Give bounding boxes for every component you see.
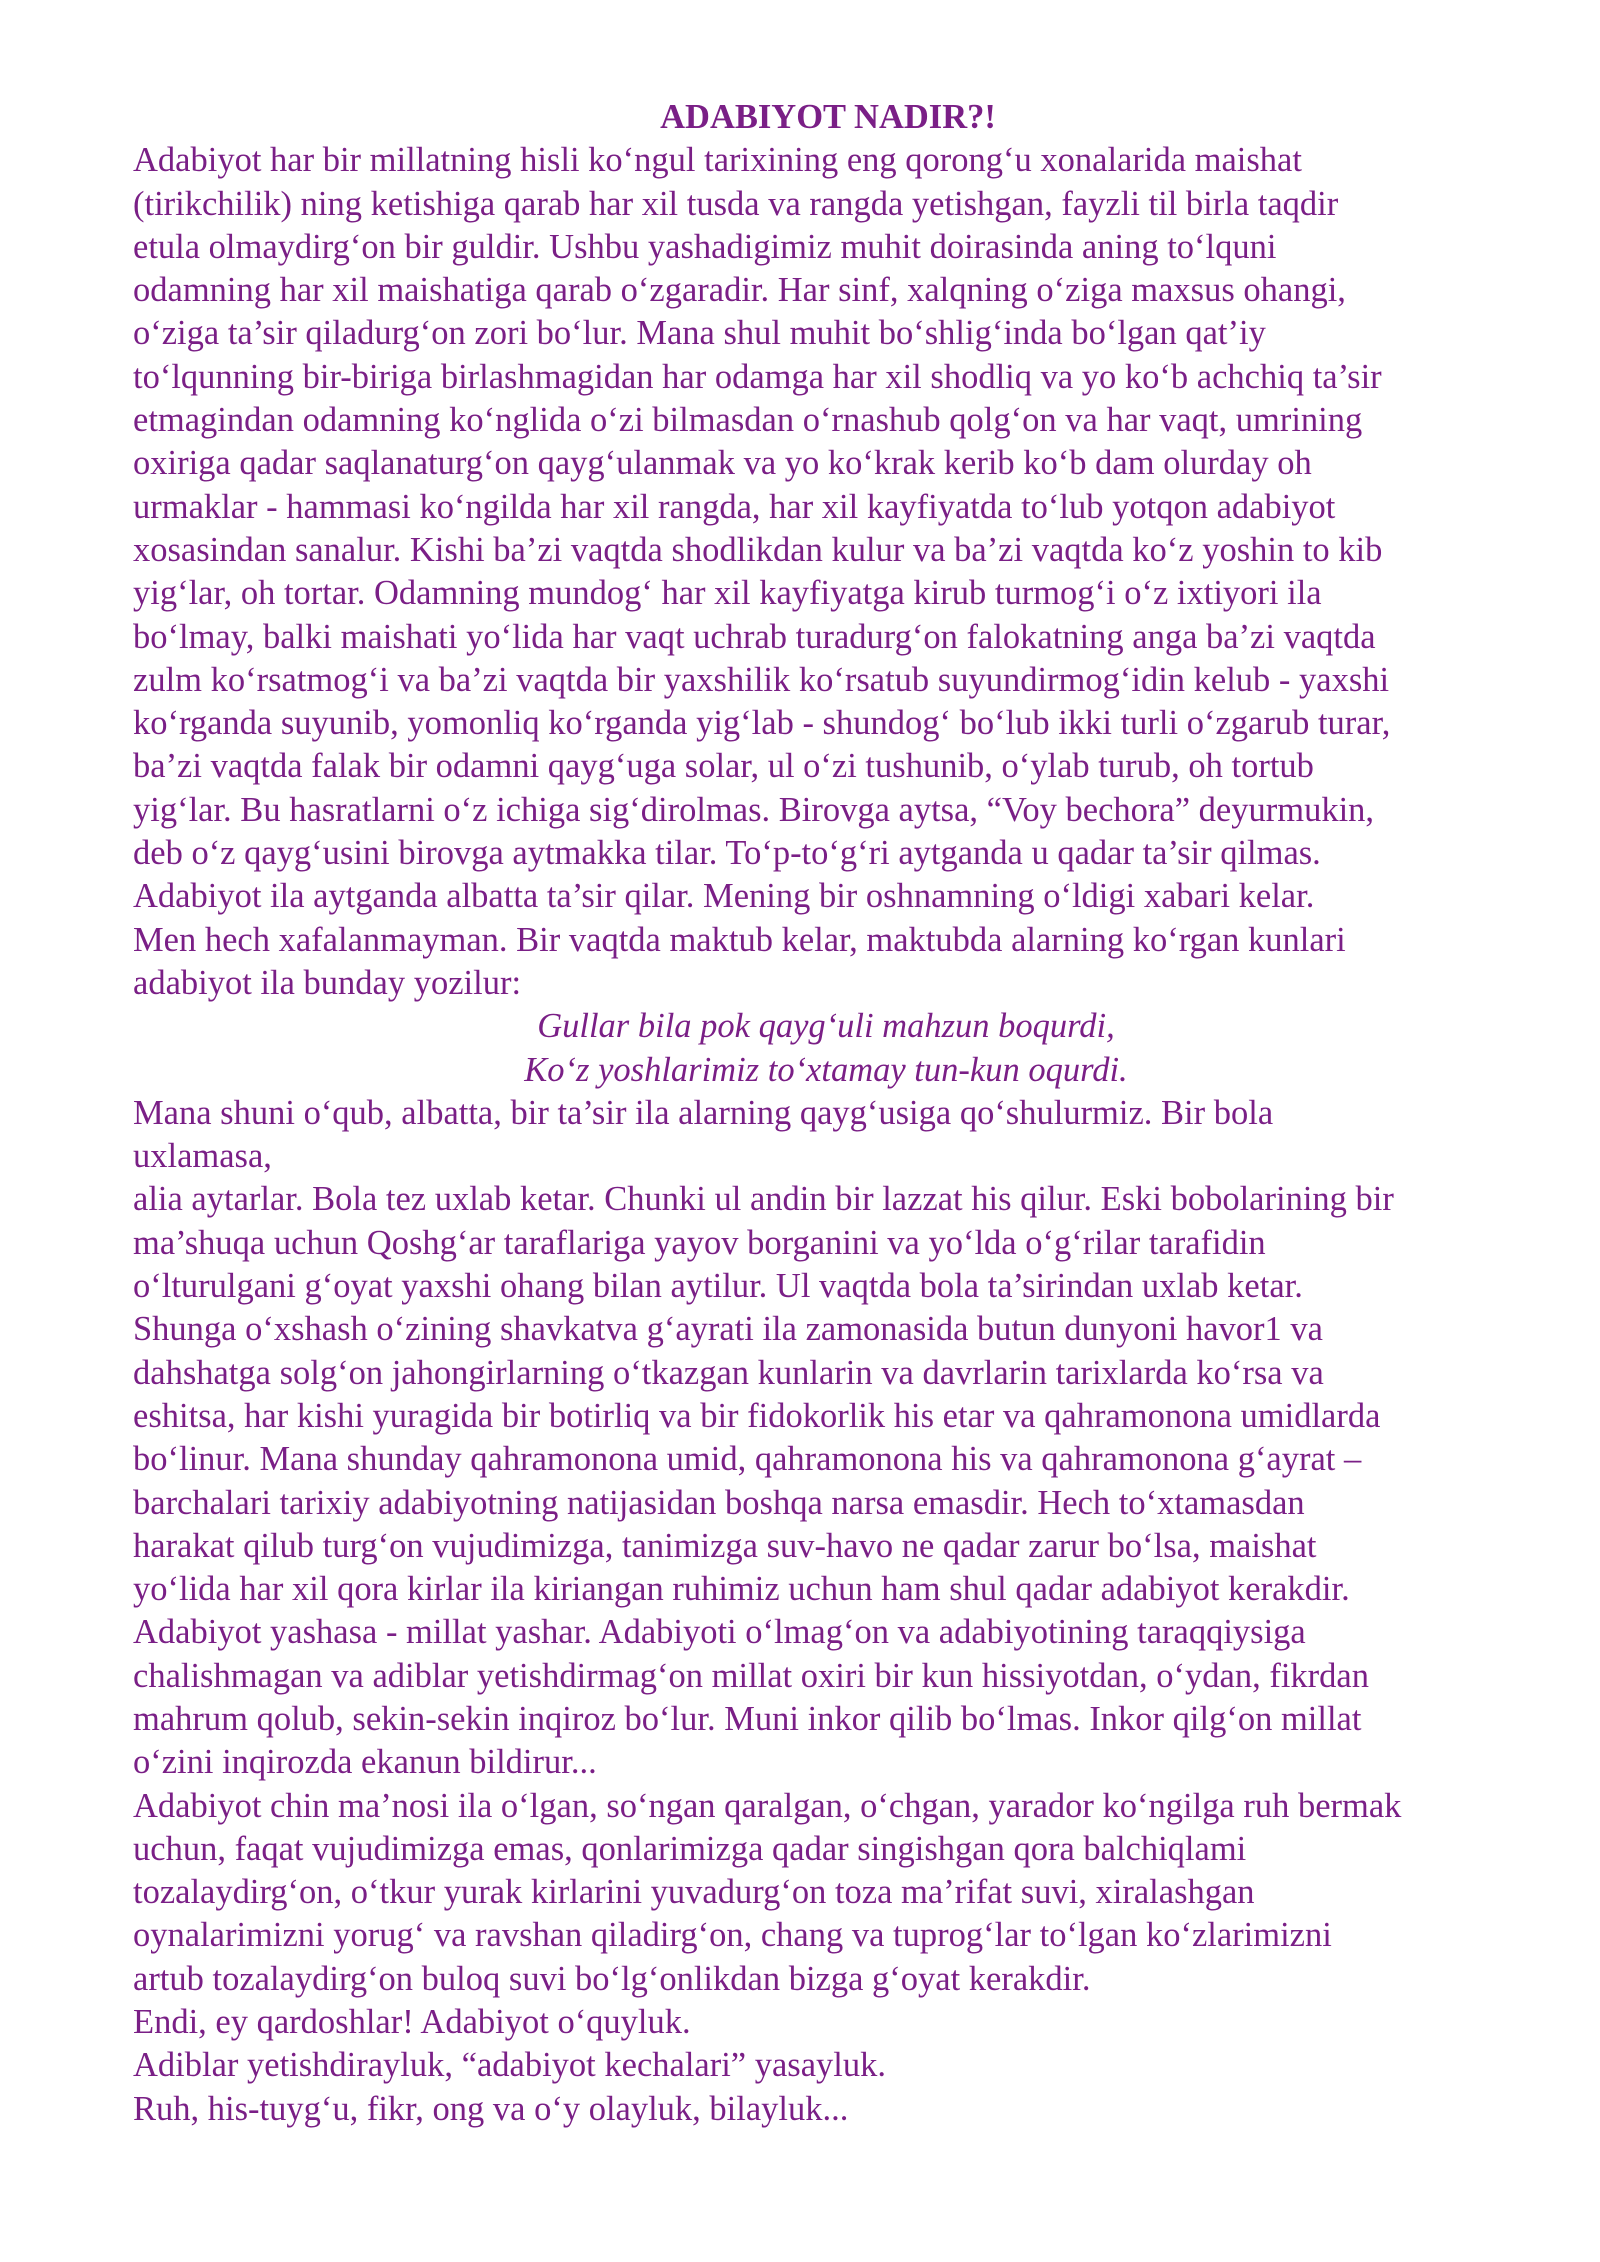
text-line: Adiblar yetishdirayluk, “adabiyot kechalari” yasayluk. [133, 2046, 886, 2085]
text-line: Adabiyot yashasa - millat yashar. Adabiyoti o‘lmag‘on va adabiyotining taraqqiysiga [133, 1613, 1306, 1652]
text-line: xosasindan sanalur. Kishi ba’zi vaqtda shodlikdan kulur va ba’zi vaqtda ko‘z yoshin to kib [133, 530, 1383, 569]
text-line: oxiriga qadar saqlanaturg‘on qayg‘ulanmak va yo ko‘krak kerib ko‘b dam olurday oh [133, 444, 1312, 483]
text-line: o‘lturulgani g‘oyat yaxshi ohang bilan aytilur. Ul vaqtda bola ta’sirindan uxlab ketar. [133, 1267, 1303, 1306]
text-line: Adabiyot har bir millatning hisli ko‘ngul tarixining eng qorong‘u xonalarida maishat [133, 141, 1302, 180]
text-line: Shunga o‘xshash o‘zining shavkatva g‘ayrati ila zamonasida butun dunyoni havor1 va [133, 1310, 1323, 1349]
document-page [133, 96, 1523, 2131]
text-line: harakat qilub turg‘on vujudimizga, tanimizga suv-havo ne qadar zarur bo‘lsa, maishat [133, 1526, 1317, 1565]
verse-line: Gullar bila pok qayg‘uli mahzun boqurdi, [537, 1007, 1115, 1046]
text-line: urmaklar - hammasi ko‘ngilda har xil rangda, har xil kayfiyatda to‘lub yotqon adabiyot [133, 487, 1336, 526]
text-line: artub tozalaydirg‘on buloq suvi bo‘lg‘onlikdan bizga g‘oyat kerakdir. [133, 1959, 1091, 1998]
text-line: Men hech xafalanmayman. Bir vaqtda maktub kelar, maktubda alarning ko‘rgan kunlari [133, 920, 1346, 959]
verse-line: Ko‘z yoshlarimiz to‘xtamay tun-kun oqurdi. [524, 1050, 1128, 1089]
text-line: ma’shuqa uchun Qoshg‘ar taraflariga yayov borganini va yo‘lda o‘g‘rilar tarafidin [133, 1223, 1266, 1262]
text-line: yo‘lida har xil qora kirlar ila kiriangan ruhimiz uchun ham shul qadar adabiyot kerakdir. [133, 1570, 1350, 1609]
text-line: bo‘lmay, balki maishati yo‘lida har vaqt uchrab turadurg‘on falokatning anga ba’zi vaqtda [133, 617, 1376, 656]
text-line: odamning har xil maishatiga qarab o‘zgaradir. Har sinf, xalqning o‘ziga maxsus ohangi, [133, 271, 1346, 310]
text-line: deb o‘z qayg‘usini birovga aytmakka tilar. To‘p-to‘g‘ri aytganda u qadar ta’sir qilmas. [133, 834, 1321, 873]
text-line: Adabiyot chin ma’nosi ila o‘lgan, so‘ngan qaralgan, o‘chgan, yarador ko‘ngilga ruh bermak [133, 1786, 1402, 1825]
text-line: eshitsa, har kishi yuragida bir botirliq va bir fidokorlik his etar va qahramonona umidlarda [133, 1396, 1381, 1435]
text-line: (tirikchilik) ning ketishiga qarab har xil tusda va rangda yetishgan, fayzli til birla taqdir [133, 184, 1339, 223]
text-line: bo‘linur. Mana shunday qahramonona umid, qahramonona his va qahramonona g‘ayrat – [133, 1440, 1362, 1479]
paragraph-intro [133, 139, 1523, 1005]
text-line: uchun, faqat vujudimizga emas, qonlarimizga qadar singishgan qora balchiqlami [133, 1829, 1247, 1868]
text-line: yig‘lar. Bu hasratlarni o‘z ichiga sig‘dirolmas. Birovga aytsa, “Voy bechora” deyurmukin, [133, 790, 1375, 829]
text-line: Adabiyot ila aytganda albatta ta’sir qilar. Mening bir oshnamning o‘ldigi xabari kelar. [133, 877, 1315, 916]
text-line: etmagindan odamning ko‘nglida o‘zi bilmasdan o‘rnashub qolg‘on va har vaqt, umrining [133, 401, 1363, 440]
text-line: Ruh, his-tuyg‘u, fikr, ong va o‘y olayluk, bilayluk... [133, 2089, 849, 2128]
text-line: adabiyot ila bunday yozilur: [133, 963, 522, 1002]
text-line: o‘ziga ta’sir qiladurg‘on zori bo‘lur. Mana shul muhit bo‘shlig‘inda bo‘lgan qat’iy [133, 314, 1266, 353]
text-line: chalishmagan va adiblar yetishdirmag‘on millat oxiri bir kun hissiyotdan, o‘ydan, fikrdan [133, 1656, 1369, 1695]
text-line: zulm ko‘rsatmog‘i va ba’zi vaqtda bir yaxshilik ko‘rsatub suyundirmog‘idin kelub - yaxshi [133, 660, 1390, 699]
text-line: Endi, ey qardoshlar! Adabiyot o‘quyluk. [133, 2003, 691, 2042]
paragraph-main [133, 1092, 1523, 2131]
text-line: mahrum qolub, sekin-sekin inqiroz bo‘lur. Muni inkor qilib bo‘lmas. Inkor qilg‘on millat [133, 1699, 1362, 1738]
text-line: yig‘lar, oh tortar. Odamning mundog‘ har xil kayfiyatga kirub turmog‘i o‘z ixtiyori ila [133, 574, 1322, 613]
text-line: uxlamasa, [133, 1137, 272, 1176]
poem-verse [133, 1005, 1523, 1092]
document-title: ADABIYOT NADIR?! [660, 98, 996, 136]
text-line: alia aytarlar. Bola tez uxlab ketar. Chunki ul andin bir lazzat his qilur. Eski bobolarining bir [133, 1180, 1394, 1219]
text-line: barchalari tarixiy adabiyotning natijasidan boshqa narsa emasdir. Hech to‘xtamasdan [133, 1483, 1305, 1522]
text-line: oynalarimizni yorug‘ va ravshan qiladirg‘on, chang va tuprog‘lar to‘lgan ko‘zlarimizni [133, 1916, 1332, 1955]
text-line: tozalaydirg‘on, o‘tkur yurak kirlarini yuvadurg‘on toza ma’rifat suvi, xiralashgan [133, 1873, 1255, 1912]
text-line: ko‘rganda suyunib, yomonliq ko‘rganda yig‘lab - shundog‘ bo‘lub ikki turli o‘zgarub turar, [133, 704, 1391, 743]
text-line: dahshatga solg‘on jahongirlarning o‘tkazgan kunlarin va davrlarin tarixlarda ko‘rsa va [133, 1353, 1324, 1392]
text-line: to‘lqunning bir-biriga birlashmagidan har odamga har xil shodliq va yo ko‘b achchiq ta’sir [133, 357, 1382, 396]
text-line: etula olmaydirg‘on bir guldir. Ushbu yashadigimiz muhit doirasinda aning to‘lquni [133, 227, 1277, 266]
text-line: ba’zi vaqtda falak bir odamni qayg‘uga solar, ul o‘zi tushunib, o‘ylab turub, oh tortub [133, 747, 1314, 786]
text-line: Mana shuni o‘qub, albatta, bir ta’sir ila alarning qayg‘usiga qo‘shulurmiz. Bir bola [133, 1093, 1274, 1132]
text-line: o‘zini inqirozda ekanun bildirur... [133, 1743, 597, 1782]
